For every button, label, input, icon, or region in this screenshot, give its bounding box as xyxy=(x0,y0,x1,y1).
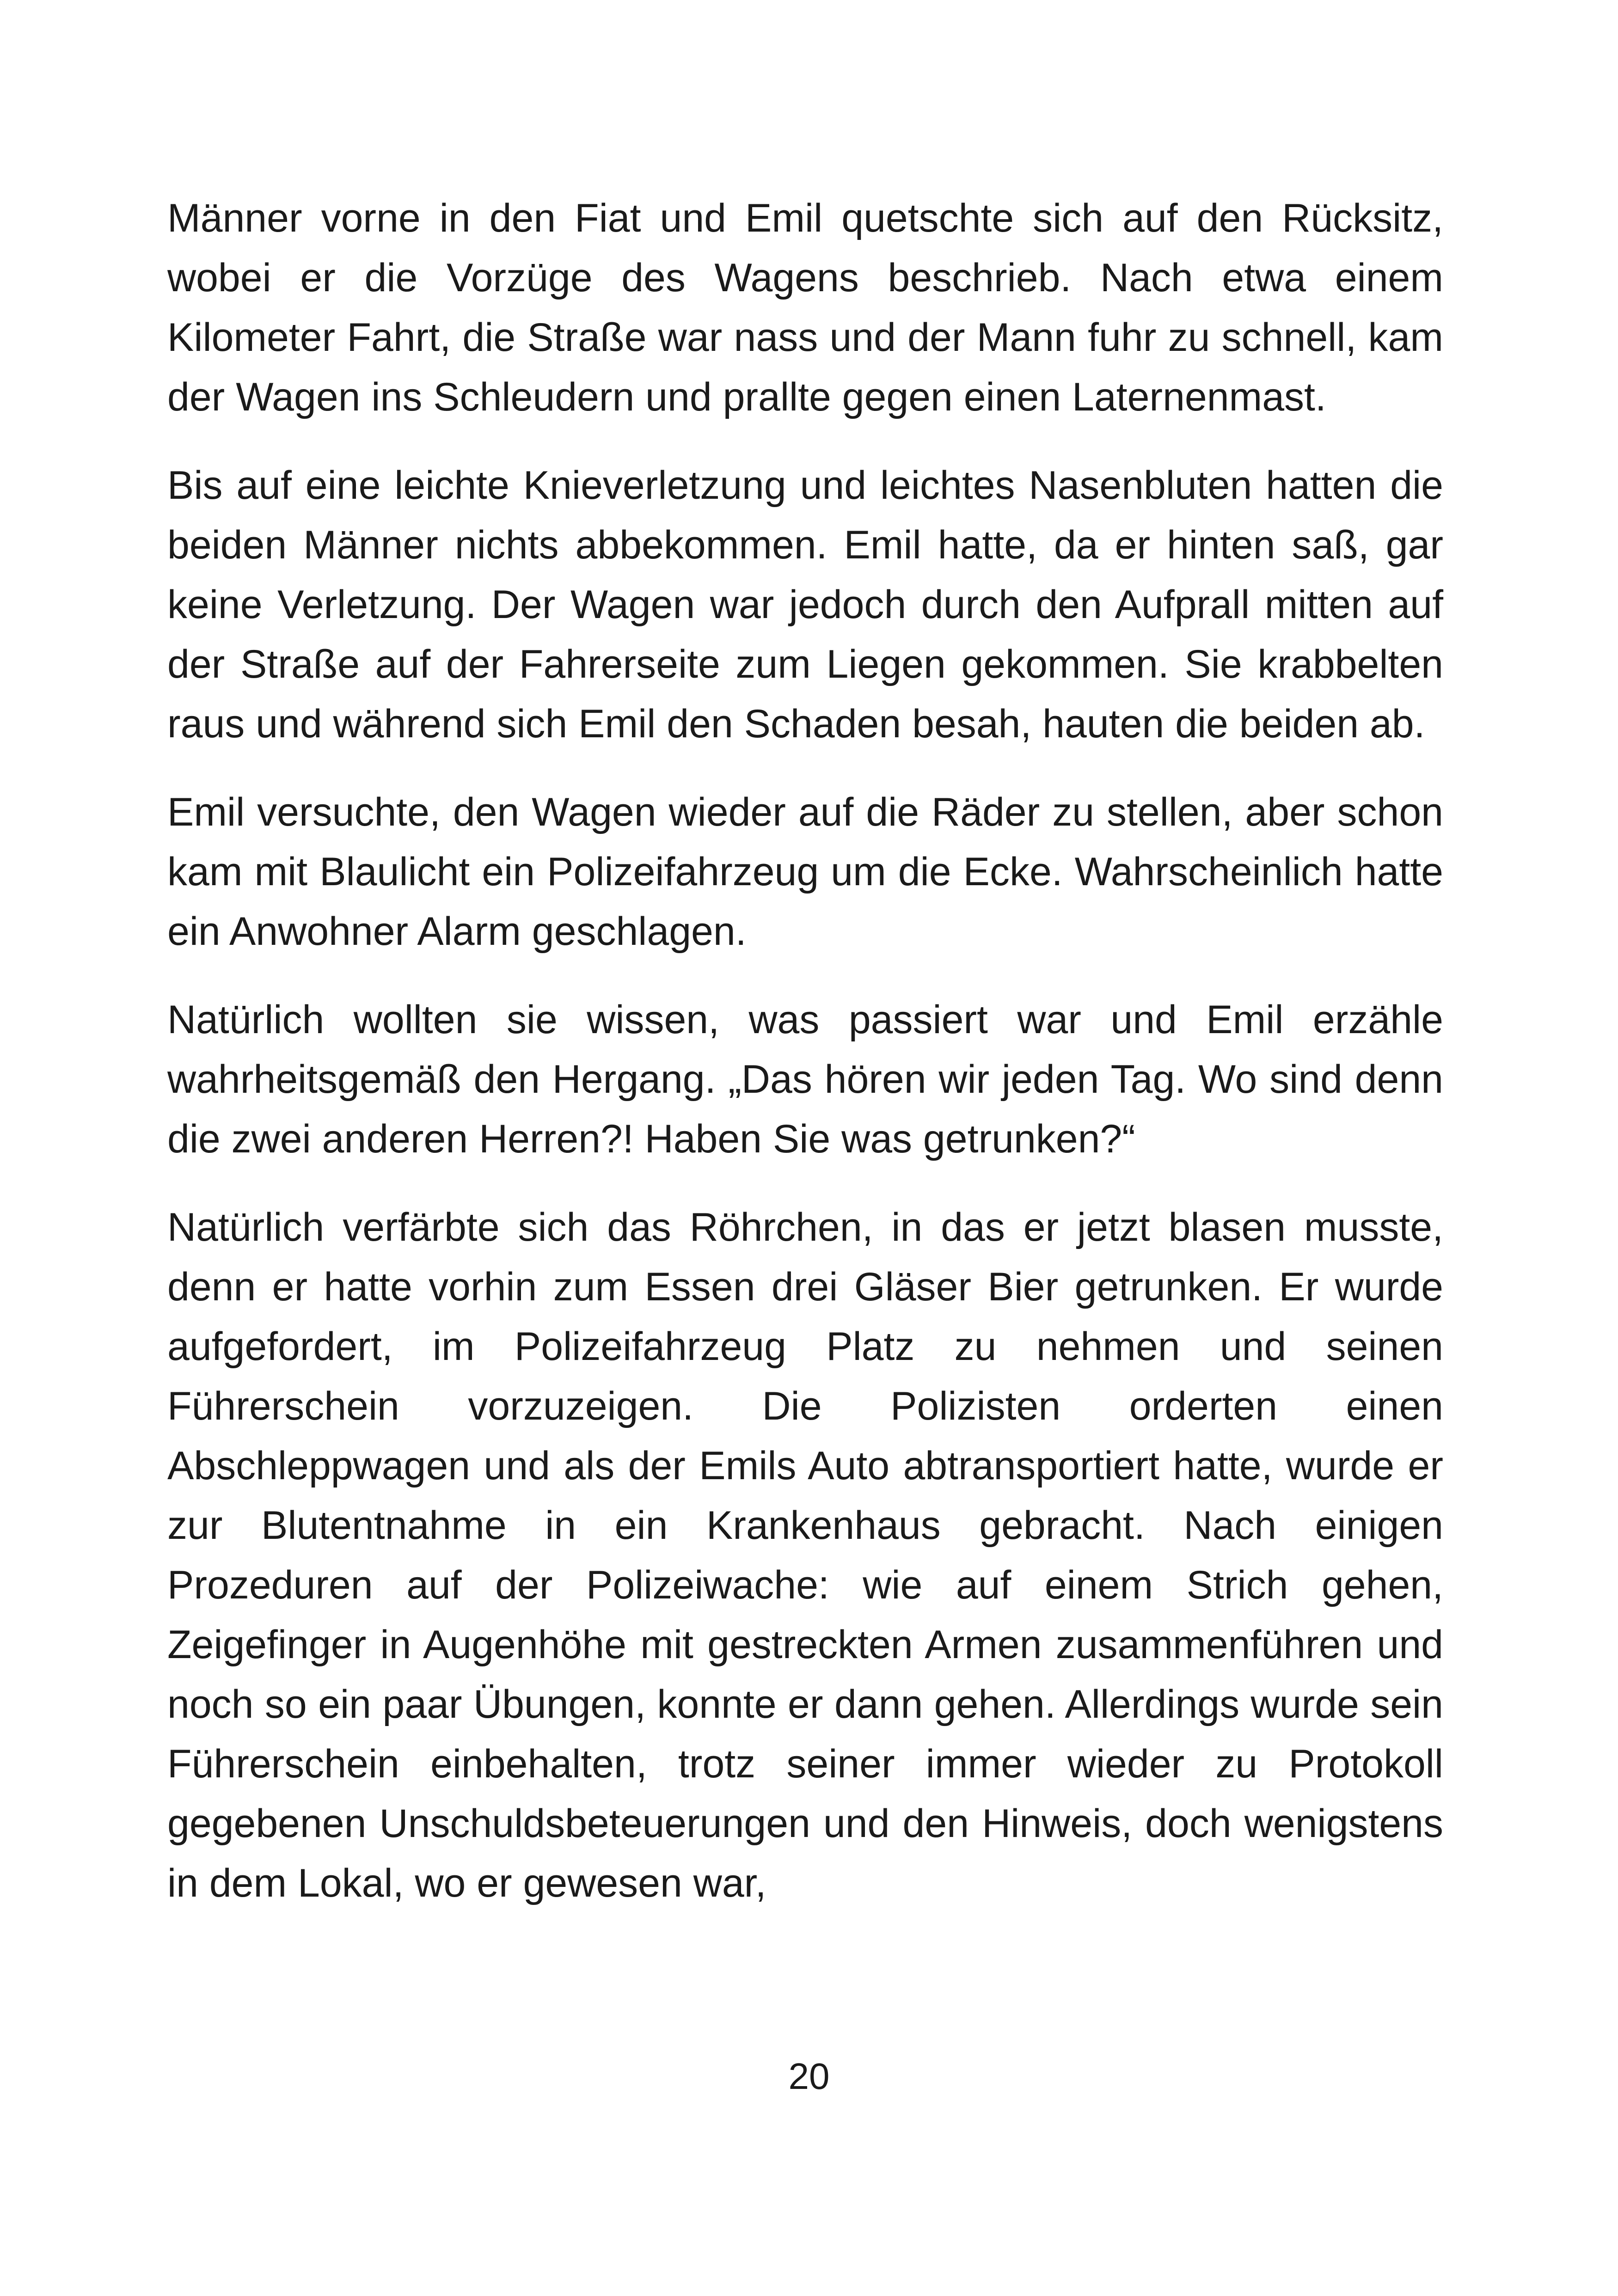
body-text xyxy=(167,189,1443,1913)
paragraph-1: Männer vorne in den Fiat und Emil quetschte sich auf den Rücksitz, wobei er die Vorzüge des Wagens beschrieb. Nach etwa einem Kilometer Fahrt, die Straße war nass und der Mann fuhr zu schnell, kam der Wagen ins Schleudern und prallte gegen einen Laternenmast. xyxy=(167,196,1443,419)
page-number: 20 xyxy=(788,2056,830,2097)
paragraph-4: Natürlich wollten sie wissen, was passiert war und Emil erzähle wahrheitsgemäß den Hergang. „Das hören wir jeden Tag. Wo sind denn die zwei anderen Herren?! Haben Sie was getrunken?“ xyxy=(167,998,1443,1161)
paragraph-5: Natürlich verfärbte sich das Röhrchen, in das er jetzt blasen musste, denn er hatte vorhin zum Essen drei Gläser Bier getrunken. Er wurde aufgefordert, im Polizeifahrzeug Platz zu nehmen und seinen Führerschein vorzuzeigen. Die Polizisten orderten einen Abschleppwagen und als der Emils Auto abtransportiert hatte, wurde er zur Blutentnahme in ein Krankenhaus gebracht. Nach einigen Prozeduren auf der Polizeiwache: wie auf einem Strich gehen, Zeigefinger in Augenhöhe mit gestreckten Armen zusammenführen und noch so ein paar Übungen, konnte er dann gehen. Allerdings wurde sein Führerschein einbehalten, trotz seiner immer wieder zu Protokoll gegebenen Unschuldsbeteuerungen und den Hinweis, doch wenigstens in dem Lokal, wo er gewesen war, xyxy=(167,1205,1443,1905)
paragraph-2: Bis auf eine leichte Knieverletzung und leichtes Nasenbluten hatten die beiden Männer nichts abbekommen. Emil hatte, da er hinten saß, gar keine Verletzung. Der Wagen war jedoch durch den Aufprall mitten auf der Straße auf der Fahrerseite zum Liegen gekommen. Sie krabbelten raus und während sich Emil den Schaden besah, hauten die beiden ab. xyxy=(167,463,1443,746)
paragraph-3: Emil versuchte, den Wagen wieder auf die Räder zu stellen, aber schon kam mit Blaulicht ein Polizeifahrzeug um die Ecke. Wahrscheinlich hatte ein Anwohner Alarm geschlagen. xyxy=(167,790,1443,954)
